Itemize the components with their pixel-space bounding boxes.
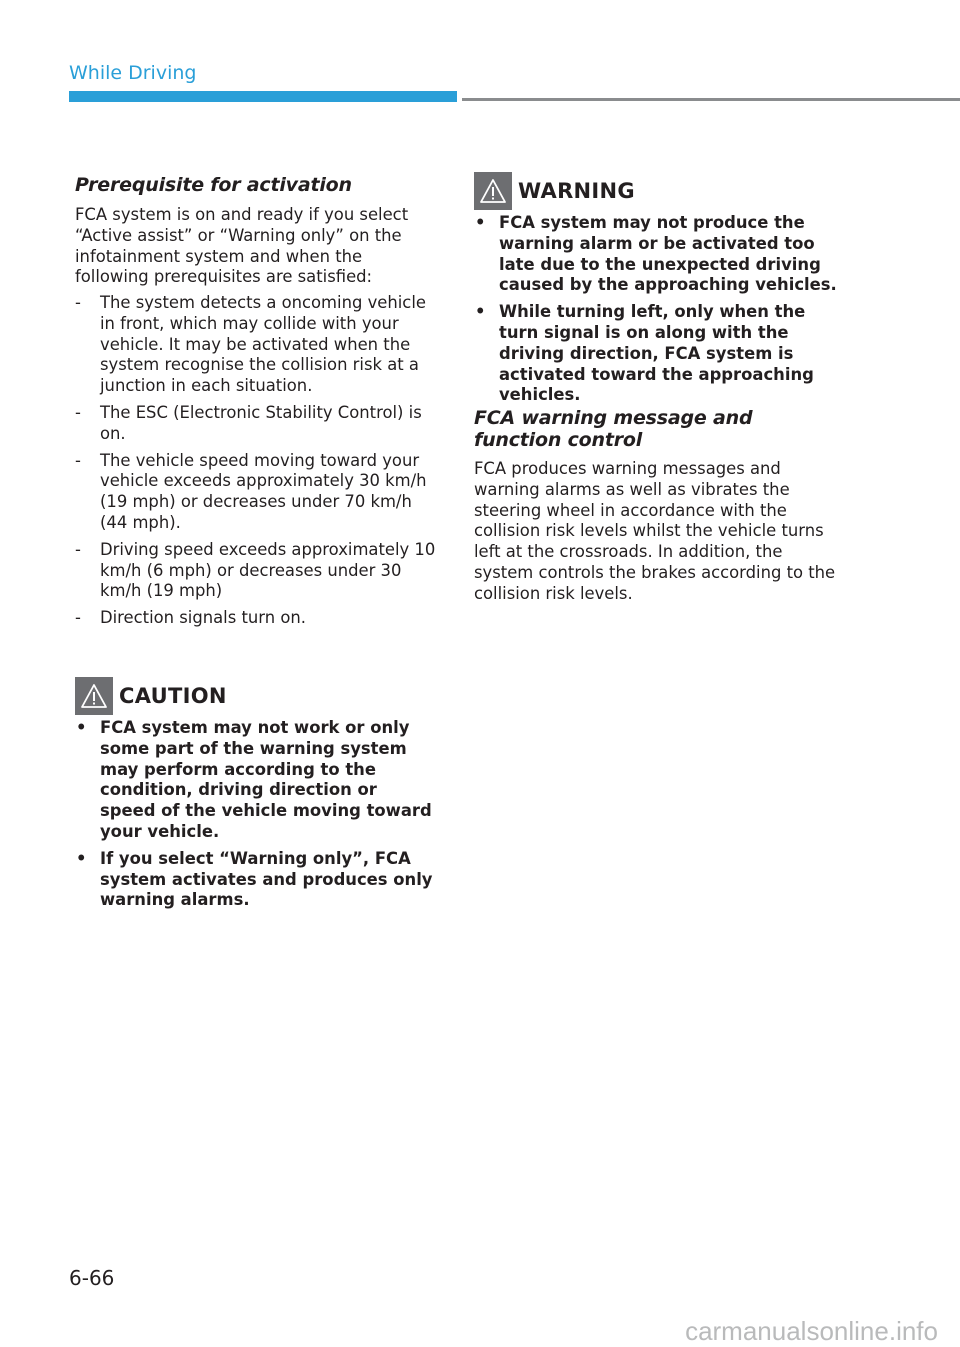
caution-label: CAUTION — [119, 684, 227, 708]
warning-box — [474, 172, 842, 412]
bullet-marker: • — [475, 213, 486, 232]
prerequisite-list — [75, 293, 437, 635]
list-item — [75, 608, 437, 629]
dash-marker: - — [75, 539, 81, 559]
page-number: 6-66 — [69, 1266, 115, 1290]
list-item — [75, 718, 437, 843]
bullet-marker: • — [475, 302, 486, 322]
list-item — [474, 302, 842, 406]
list-item — [75, 451, 437, 534]
list-item — [75, 849, 437, 911]
list-item — [75, 403, 437, 445]
list-item — [75, 293, 437, 397]
dash-marker: - — [75, 293, 81, 312]
intro-paragraph: FCA system is on and ready if you select “Active assist” or “Warning only” on the infotainment system and when the following prerequisites are satisfied: — [75, 205, 409, 287]
dash-marker: - — [75, 402, 81, 422]
caution-header — [75, 677, 437, 715]
list-item-text: FCA system may not work or only some part of the warning system may perform according to the condition, driving direction or speed of the vehicle moving toward your vehicle. — [100, 718, 432, 841]
list-item-text: While turning left, only when the turn signal is on along with the driving direction, FCA system is activated toward the approaching vehicles. — [499, 302, 814, 405]
list-item-text: Driving speed exceeds approximately 10 km/h (6 mph) or decreases under 30 km/h (19 mph) — [100, 539, 436, 601]
list-item-text: Direction signals turn on. — [100, 608, 306, 628]
caution-list — [75, 718, 437, 911]
fca-body-paragraph: FCA produces warning messages and warning alarms as well as vibrates the steering wheel in accordance with the collision risk levels whilst the vehicle turns left at the crossroads. In addition, the system controls the brakes according to the collision risk levels. — [474, 459, 836, 603]
caution-box — [75, 677, 437, 917]
warning-triangle-icon — [474, 172, 512, 210]
warning-triangle-icon — [75, 677, 113, 715]
list-item-text: The ESC (Electronic Stability Control) is on. — [100, 402, 422, 443]
list-item — [474, 213, 842, 296]
list-item-text: The system detects a oncoming vehicle in front, which may collide with your vehicle. It may be activated when the system recognise the collision risk at a junction in each situation. — [100, 293, 426, 396]
bullet-marker: • — [76, 848, 87, 868]
list-item-text: The vehicle speed moving toward your vehicle exceeds approximately 30 km/h (19 mph) or decreases under 70 km/h (44 mph). — [100, 450, 427, 532]
section-title-fca-warning: FCA warning message and function control — [474, 407, 753, 451]
list-item — [75, 540, 437, 602]
watermark: carmanualsonline.info — [685, 1316, 938, 1346]
warning-label: WARNING — [518, 179, 635, 203]
bullet-marker: • — [76, 718, 87, 737]
header-rule — [462, 98, 960, 101]
running-header: While Driving — [69, 62, 197, 84]
section-title-prerequisite: Prerequisite for activation — [75, 174, 352, 196]
dash-marker: - — [75, 608, 81, 628]
warning-list — [474, 213, 842, 406]
dash-marker: - — [75, 450, 81, 470]
warning-header — [474, 172, 842, 210]
header-rule-accent — [69, 91, 457, 102]
list-item-text: If you select “Warning only”, FCA system activates and produces only warning alarms. — [100, 848, 433, 910]
list-item-text: FCA system may not produce the warning alarm or be activated too late due to the unexpected driving caused by the approaching vehicles. — [499, 213, 837, 295]
